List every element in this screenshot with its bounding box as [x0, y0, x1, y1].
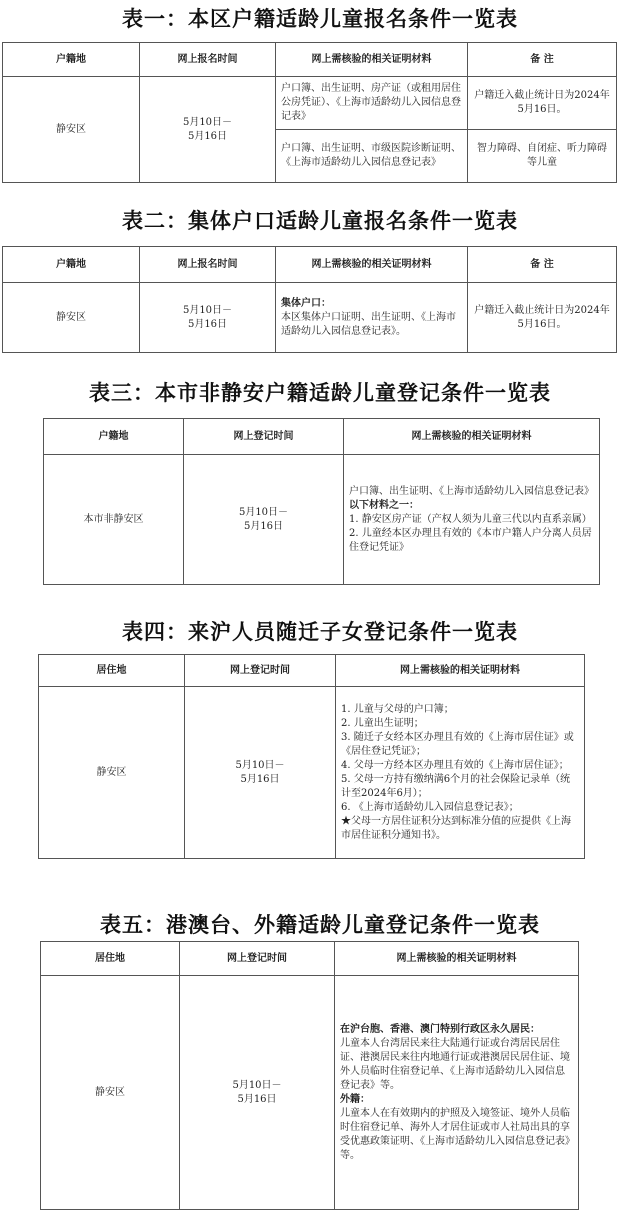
t3-header-hukou: 户籍地: [44, 419, 184, 455]
t5-time: [180, 976, 335, 1210]
t4-item-4: 4. 父母一方经本区办理且有效的《上海市居住证》；: [341, 759, 569, 771]
t4-material: [336, 687, 585, 859]
t3-time-end: 5月16日: [243, 520, 284, 532]
t3-material-basic: 户口簿、出生证明、《上海市适龄幼儿入园信息登记表》: [349, 485, 594, 497]
table4: [38, 654, 585, 859]
t4-item-3: 3. 随迁子女经本区办理且有效的《上海市居住证》或《居住登记凭证》；: [341, 731, 574, 757]
t1-header-hukou: 户籍地: [3, 43, 140, 77]
t4-item-star: ★父母一方居住证积分达到标准分值的应提供《上海市居住证积分通知书》。: [341, 815, 571, 841]
t1-time: [140, 77, 276, 183]
table2: [2, 246, 617, 353]
t5-header-residence: 居住地: [41, 942, 180, 976]
t2-header-material: 网上需核验的相关证明材料: [276, 247, 468, 283]
t3-material-heading: 以下材料之一：: [349, 499, 419, 511]
t1-row1-material: 户口簿、出生证明、房产证（或租用居住公房凭证）、《上海市适龄幼儿入园信息登记表》: [276, 77, 468, 130]
t3-material-option1: 1. 静安区房产证（产权人须为儿童三代以内直系亲属）: [349, 513, 592, 525]
t4-item-1: 1. 儿童与父母的户口簿；: [341, 703, 454, 715]
t5-district: 静安区: [41, 976, 180, 1210]
t1-row2-note: 智力障碍、自闭症、听力障碍等儿童: [468, 130, 617, 183]
t4-time: [185, 687, 336, 859]
t4-time-end: 5月16日: [240, 773, 280, 785]
t5-time-end: 5月16日: [237, 1093, 277, 1105]
t3-time-start: 5月10日－: [238, 506, 289, 518]
t5-text-foreign: 儿童本人在有效期内的护照及入境签证、境外人员临时住宿登记单、海外人才居住证或市人社局出具的享受优惠政策证明、《上海市适龄幼儿入园信息登记表》等。: [340, 1107, 570, 1161]
t3-header-material: 网上需核验的相关证明材料: [344, 419, 600, 455]
t2-time: [140, 283, 276, 353]
t4-time-start: 5月10日－: [235, 759, 285, 771]
t1-row1-note: 户籍迁入截止统计日为2024年5月16日。: [468, 77, 617, 130]
t4-item-5: 5. 父母一方持有缴纳满6个月的社会保险记录单（统计至2024年6月）；: [341, 773, 571, 799]
table5-title: 表五：港澳台、外籍适龄儿童登记条件一览表: [100, 912, 540, 937]
t2-material: [276, 283, 468, 353]
t5-header-material: 网上需核验的相关证明材料: [335, 942, 579, 976]
t2-time-start: 5月10日－: [182, 304, 233, 316]
t5-heading-hkmacau-taiwan: 在沪台胞、香港、澳门特别行政区永久居民：: [340, 1023, 540, 1035]
t2-header-hukou: 户籍地: [3, 247, 140, 283]
t2-header-time: 网上报名时间: [140, 247, 276, 283]
t1-header-time: 网上报名时间: [140, 43, 276, 77]
table1-title: 表一：本区户籍适龄儿童报名条件一览表: [122, 6, 518, 31]
t2-header-note: 备 注: [468, 247, 617, 283]
table1: [2, 42, 617, 183]
table2-title: 表二：集体户口适龄儿童报名条件一览表: [122, 208, 518, 233]
t4-item-6: 6. 《上海市适龄幼儿入园信息登记表》；: [341, 801, 519, 813]
t4-header-material: 网上需核验的相关证明材料: [336, 655, 585, 687]
t4-district: 静安区: [39, 687, 185, 859]
t5-header-time: 网上登记时间: [180, 942, 335, 976]
t3-header-time: 网上登记时间: [184, 419, 344, 455]
t2-district: 静安区: [3, 283, 140, 353]
t2-material-text: 本区集体户口证明、出生证明、《上海市适龄幼儿入园信息登记表》。: [281, 311, 456, 337]
t4-item-2: 2. 儿童出生证明；: [341, 717, 424, 729]
t3-material-option2: 2. 儿童经本区办理且有效的《本市户籍人户分离人员居住登记凭证》: [349, 527, 592, 553]
t5-material: [335, 976, 579, 1210]
t1-row2-material: 户口簿、出生证明、市级医院诊断证明、《上海市适龄幼儿入园信息登记表》: [276, 130, 468, 183]
t1-header-note: 备 注: [468, 43, 617, 77]
t2-time-end: 5月16日: [187, 318, 228, 330]
t3-material: [344, 455, 600, 585]
t5-text-hkmacau-taiwan: 儿童本人台湾居民来往大陆通行证或台湾居民居住证、港澳居民来往内地通行证或港澳居民居住证、境外人员临时住宿登记单、《上海市适龄幼儿入园信息登记表》等。: [340, 1037, 570, 1091]
table3-title: 表三：本市非静安户籍适龄儿童登记条件一览表: [89, 380, 551, 405]
t5-time-start: 5月10日－: [232, 1079, 282, 1091]
table4-title: 表四：来沪人员随迁子女登记条件一览表: [122, 619, 518, 644]
t2-material-heading: 集体户口：: [281, 297, 331, 309]
t4-header-residence: 居住地: [39, 655, 185, 687]
t1-time-start: 5月10日－: [182, 116, 233, 128]
t5-heading-foreign: 外籍：: [340, 1093, 370, 1105]
t4-header-time: 网上登记时间: [185, 655, 336, 687]
t1-time-end: 5月16日: [187, 130, 228, 142]
table5: [40, 941, 579, 1210]
t1-district: 静安区: [3, 77, 140, 183]
t3-district: 本市非静安区: [44, 455, 184, 585]
t2-note: 户籍迁入截止统计日为2024年5月16日。: [468, 283, 617, 353]
t3-time: [184, 455, 344, 585]
table3: [43, 418, 600, 585]
t1-header-material: 网上需核验的相关证明材料: [276, 43, 468, 77]
